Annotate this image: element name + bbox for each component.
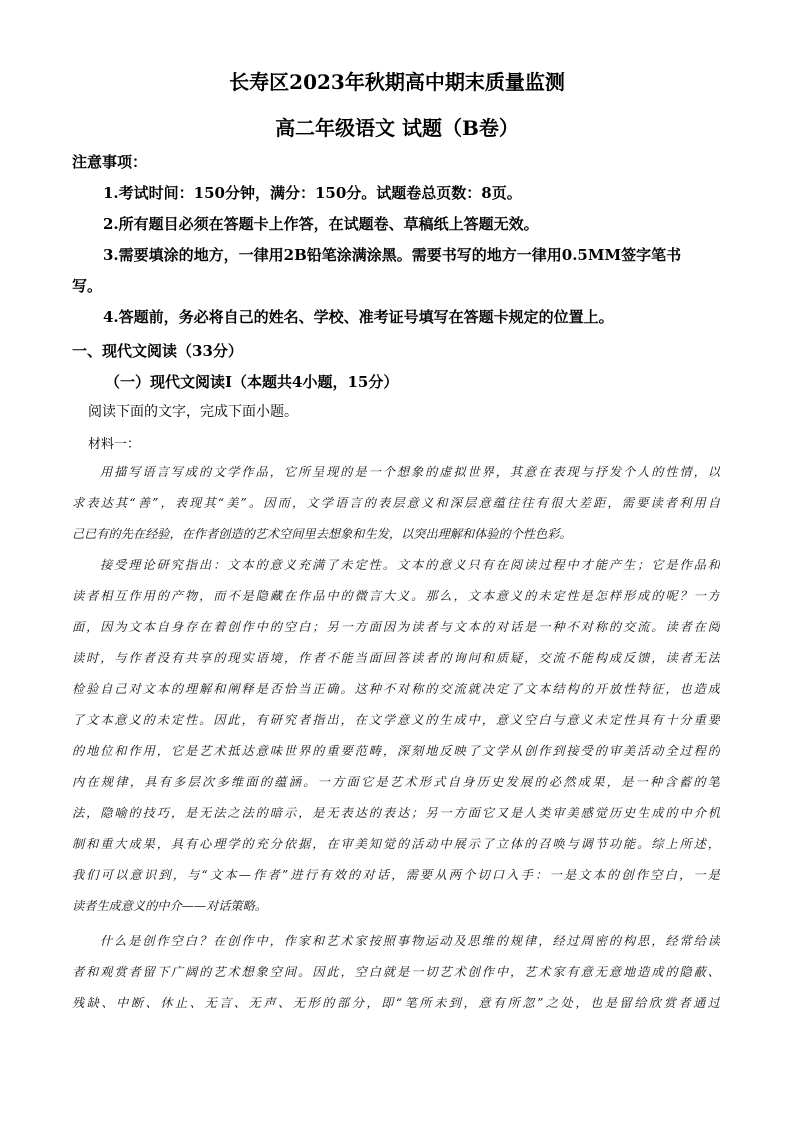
text-line: 接受理论研究指出：文本的意义充满了未定性。文本的意义只有在阅读过程中才能产生；它是作品和 — [100, 558, 720, 572]
text-line: 残缺、中断、休止、无言、无声、无形的部分，即“笔所未到，意有所忽”之处，也是留给欣赏者通过 — [72, 996, 720, 1010]
text-line: 检验自己对文本的理解和阐释是否恰当正确。这种不对称的交流就决定了文本结构的开放性特征，也造成 — [72, 682, 720, 696]
notice-item-4: 4.答题前，务必将自己的姓名、学校、准考证号填写在答题卡规定的位置上。 — [103, 308, 614, 326]
text-line: 己已有的先在经验，在作者创造的艺术空间里去想象和生发，以突出理解和体验的个性色彩。 — [72, 527, 572, 541]
text-line: 的地位和作用，它是艺术抵达意味世界的重要范畴，深刻地反映了文学从创作到接受的审美活动全过程的 — [72, 744, 720, 758]
text-line: 内在规律，具有多层次多维面的蕴涵。一方面它是艺术形式自身历史发展的必然成果，是一种含蓄的笔 — [72, 775, 720, 789]
notice-item-3: 3.需要填涂的地方，一律用2B铅笔涂满涂黑。需要书写的地方一律用0.5MM签字笔书 — [103, 246, 682, 264]
notice-item-1: 1.考试时间：150分钟，满分：150分。试题卷总页数：8页。 — [103, 184, 522, 202]
paragraph-1 — [72, 457, 720, 550]
text-line: 我们可以意识到，与“文本—作者”进行有效的对话，需要从两个切口入手：一是文本的创作空白，一是 — [72, 868, 720, 882]
paragraph-2 — [72, 550, 720, 922]
material-label: 材料一： — [88, 437, 141, 452]
text-line: 法，隐喻的技巧，是无法之法的暗示，是无表达的表达；另一方面它又是人类审美感觉历史生成的中介机 — [72, 806, 720, 820]
notice-item-2: 2.所有题目必须在答题卡上作答，在试题卷、草稿纸上答题无效。 — [103, 215, 539, 233]
notice-heading: 注意事项： — [72, 153, 148, 171]
notice-item-3-cont: 写。 — [72, 277, 103, 295]
text-line: 者和观赏者留下广阔的艺术想象空间。因此，空白就是一切艺术创作中，艺术家有意无意地造成的隐蔽、 — [72, 965, 720, 979]
paragraph-3 — [72, 926, 720, 1019]
exam-subtitle: 高二年级语文 试题（B卷） — [275, 116, 519, 140]
text-line: 了文本意义的未定性。因此，有研究者指出，在文学意义的生成中，意义空白与意义未定性具有十分重要 — [72, 713, 720, 727]
text-line: 读者相互作用的产物，而不是隐藏在作品中的微言大义。那么，文本意义的未定性是怎样形成的呢？一方 — [72, 589, 720, 603]
text-line: 用描写语言写成的文学作品，它所呈现的是一个想象的虚拟世界，其意在表现与抒发个人的性情，以 — [100, 465, 720, 479]
text-line: 读者生成意义的中介——对话策略。 — [72, 899, 267, 913]
text-line: 读时，与作者没有共享的现实语境，作者不能当面回答读者的询问和质疑，交流不能构成反馈，读者无法 — [72, 651, 720, 665]
text-line: 求表达其“善”，表现其“美”。因而，文学语言的表层意义和深层意蕴往往有很大差距，需要读者利用自 — [72, 496, 720, 510]
text-line: 什么是创作空白？在创作中，作家和艺术家按照事物运动及思维的规律，经过周密的构思，经常给读 — [100, 934, 720, 948]
section-heading: 一、现代文阅读（33分） — [72, 342, 243, 360]
reading-instruction: 阅读下面的文字，完成下面小题。 — [88, 404, 298, 420]
text-line: 制和重大成果，具有心理学的充分依据，在审美知觉的活动中展示了立体的召唤与调节功能。综上所述， — [72, 837, 720, 851]
exam-title: 长寿区2023年秋期高中期末质量监测 — [229, 70, 565, 94]
subsection-heading: （一）现代文阅读Ⅰ（本题共4小题，15分） — [105, 373, 399, 391]
text-line: 面，因为文本自身存在着创作中的空白；另一方面因为读者与文本的对话是一种不对称的交流。读者在阅 — [72, 620, 720, 634]
